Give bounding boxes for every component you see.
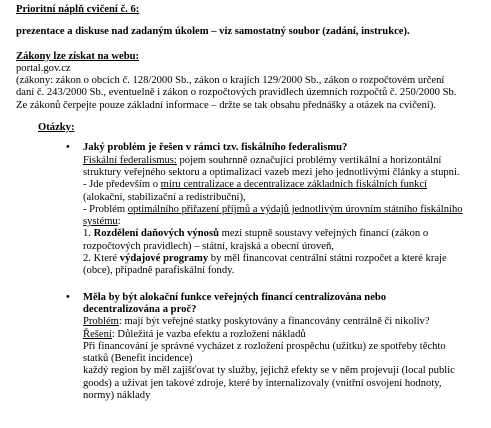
point-assignment-text-2: systému — [83, 216, 118, 228]
presentation-note: prezentace a diskuse nad zadaným úkolem – viz samostatný soubor (zadání, instrukce). — [16, 26, 410, 38]
definition-term: Fiskální federalismus: — [83, 154, 177, 166]
answer-line-3: Při financování je správné vycházet z rozložení prospěchu (užitku) ze spotřeby těchto — [83, 340, 446, 352]
solution-text: : Důležitá je vazba efektu a rozložení nákladů — [111, 328, 306, 340]
solution-term: Řešení — [83, 328, 112, 340]
point-centralization — [83, 179, 488, 191]
question-2-heading-line-2: decentralizována a proč? — [83, 303, 197, 315]
problem-line — [83, 316, 488, 328]
question-item-2 — [66, 291, 488, 403]
answer-line-4: statků (Benefit incidence) — [83, 353, 193, 365]
point-assignment-line-2 — [83, 216, 488, 228]
laws-title: Zákony lze získat na webu: — [16, 50, 140, 62]
question-2-heading: Měla by být alokační funkce veřejných financí centralizována nebo — [83, 291, 387, 303]
point-assignment — [83, 204, 488, 216]
point-prefix: - Problém — [83, 203, 128, 215]
laws-line-2: daní č. 243/2000 Sb., eventuelně i zákon o rozpočtových pravidlech územních rozpočtů č. 250/2000 Sb. — [16, 87, 457, 99]
point-centralization-line-2: (alokační, stabilizační a redistribuční), — [83, 191, 246, 203]
question-item-1 — [66, 142, 488, 277]
answer-line-7: normy) náklady — [83, 390, 151, 402]
numbered-point-2-text: by měl financovat centrální státní rozpočet a které kraje — [208, 253, 447, 265]
point-number: 1. — [83, 228, 94, 240]
point-number: 2. Které — [83, 253, 120, 265]
numbered-point-2 — [83, 253, 488, 265]
point-centralization-text: míru centralizace a decentralizace základních fiskálních funkcí — [160, 179, 428, 191]
point-assignment-colon: : — [117, 216, 121, 228]
answer-line-5: každý region by měl zajišťovat ty služby, jejichž efekty se v něm projevují (local public — [83, 365, 455, 377]
solution-line — [83, 329, 488, 341]
numbered-point-1-bold: Rozdělení daňových výnosů — [93, 228, 219, 240]
definition-line — [83, 155, 488, 167]
numbered-point-1-text: mezi stupně soustavy veřejných financí (zákon o — [218, 228, 429, 240]
page-heading: Prioritní náplň cvičení č. 6: — [16, 4, 140, 15]
question-list — [66, 142, 488, 402]
definition-text: pojem souhrnně označující problémy vertikální a horizontální — [176, 154, 442, 166]
question-1-heading: Jaký problém je řešen v rámci tzv. fiskálního federalismu? — [83, 142, 348, 154]
problem-term: Problém — [83, 316, 119, 328]
bullet-icon: • — [66, 291, 70, 303]
numbered-point-2-bold: výdajové programy — [119, 253, 209, 265]
definition-line-2: struktury veřejného sektoru a optimalizaci vazeb mezi jeho jednotlivými články a stupni. — [83, 166, 460, 178]
bullet-icon: • — [66, 142, 70, 154]
laws-line-3: Ze zákonů čerpejte pouze základní informace – držte se tak obsahu přednášky a otázek na cvičení). — [16, 99, 437, 111]
laws-line-portal: portal.gov.cz — [16, 62, 71, 74]
numbered-point-2-line-2: (obce), případně parafiskální fondy. — [83, 265, 235, 277]
problem-text: : mají být veřejné statky poskytovány a financovány centrálně či nikoliv? — [118, 316, 430, 328]
numbered-point-1 — [83, 228, 488, 240]
answer-line-6: goods) a užívat jen takové zdroje, které by internalizovaly (vnitřní osvojení hodnoty, — [83, 377, 442, 389]
laws-line-1: (zákony: zákon o obcích č. 128/2000 Sb., zákon o krajích 129/2000 Sb., zákon o rozpočtovém určení — [16, 75, 445, 87]
point-prefix: - Jde především o — [83, 179, 161, 191]
point-assignment-text: optimálního přiřazení příjmů a výdajů jednotlivým úrovním státního fiskálního — [127, 203, 463, 215]
numbered-point-1-line-2: rozpočtových pravidlech) – státní, krajská a obecní úroveň, — [83, 240, 334, 252]
questions-label: Otázky: — [38, 122, 75, 134]
